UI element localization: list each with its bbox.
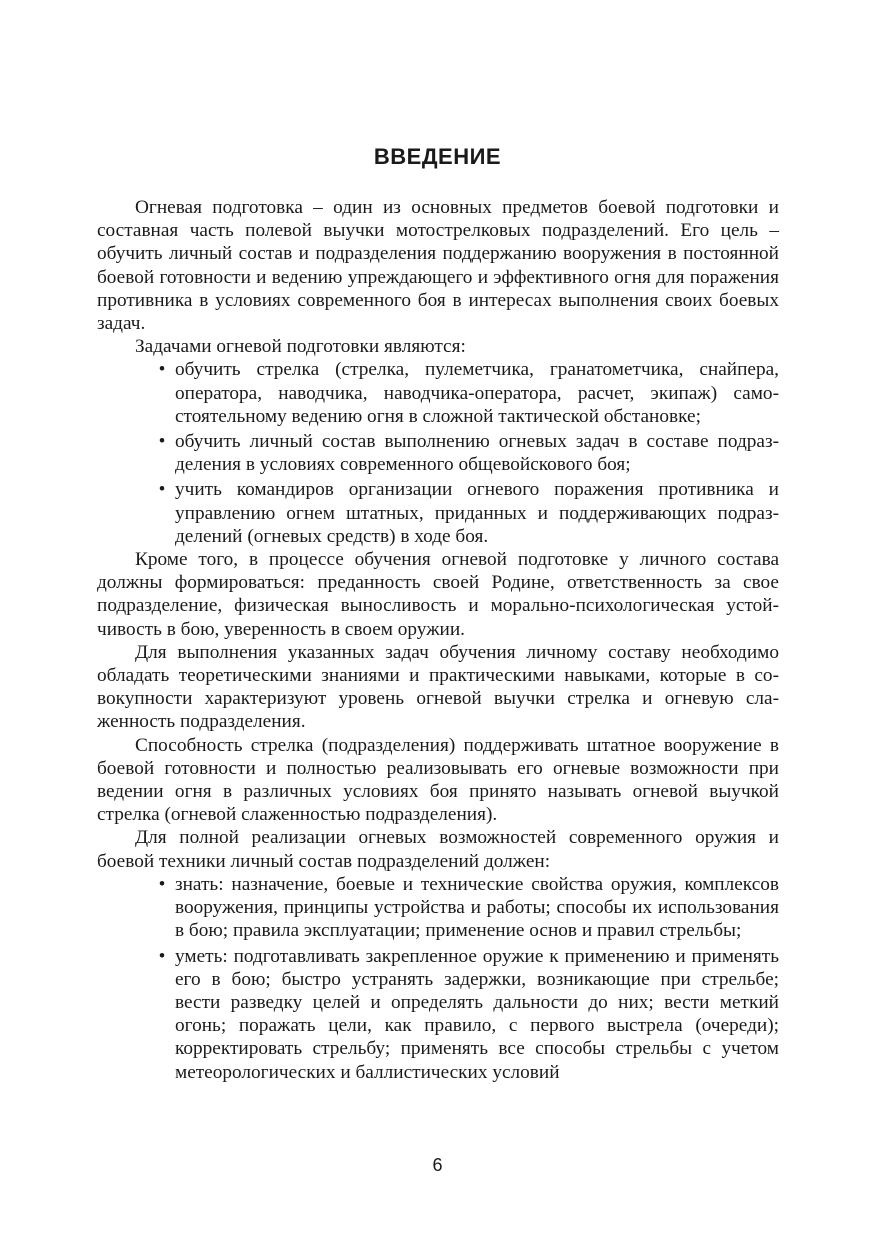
- bullet-icon: •: [158, 945, 166, 967]
- bullet-icon: •: [158, 873, 166, 895]
- list-item-text: обучить стрелка (стрелка, пулеметчика, гранатометчика, снайпера, оператора, наводчика, наводчика-оператора, расчет, экипаж) самостоятельному ведению огня в сложной тактической обстановке;: [175, 359, 779, 427]
- paragraph-tasks-heading: Задачами огневой подготовки являются:: [135, 336, 466, 358]
- page-title: ВВЕДЕНИЕ: [373, 144, 502, 169]
- list-item-text: учить командиров организации огневого поражения противника и управлению огнем штатных, приданных и поддерживающих подразделений (огневых средств) в ходе боя.: [175, 479, 779, 547]
- list-item: [97, 478, 779, 548]
- list-item: [97, 358, 779, 428]
- body-text: [97, 196, 779, 1084]
- paragraph-requirements-heading: Для полной реализации огневых возможностей современного оружия и боевой техники личный состав подразделений должен:: [97, 827, 779, 872]
- paragraph-intro: Огневая подготовка – один из основных предметов боевой подготовки и составная часть полевой выучки мотострелковых подразделений. Его цель – обучить личный состав и подразделения поддержанию вооружения в постоянной боевой готовности и ведению упреждающего и эффективного огня для поражения противника в условиях современного боя в интересах выполнения своих боевых задач.: [97, 197, 779, 335]
- list-item-text: обучить личный состав выполнению огневых задач в составе подразделения в условиях современного общевойскового боя;: [175, 431, 779, 476]
- list-item: [97, 873, 779, 943]
- bullet-icon: •: [158, 431, 166, 453]
- paragraph-fire-training-definition: Способность стрелка (подразделения) поддерживать штатное вооружение в боевой готовности и полностью реализовывать его огневые возможности при ведении огня в различных условиях боя принято называть огневой выучкой стрелка (огневой слаженностью подразделения).: [97, 734, 779, 826]
- bullet-icon: •: [158, 479, 166, 501]
- page-number: 6: [432, 1155, 443, 1175]
- tasks-list: [97, 358, 779, 548]
- requirements-list: [97, 873, 779, 1084]
- list-item-text: уметь: подготавливать закрепленное оружие к применению и применять его в бою; быстро устранять задержки, возникающие при стрельбе; вести разведку целей и определять дальности до них; вести меткий огонь; поражать цели, как правило, с первого выстрела (очереди); корректировать стрельбу; применять все способы стрельбы с учетом метеорологических и баллистических условий: [175, 945, 779, 1083]
- bullet-icon: •: [158, 359, 166, 381]
- paragraph-knowledge-skills: Для выполнения указанных задач обучения личному составу необходимо обладать теоретическими знаниями и практическими навыками, которые в совокупности характеризуют уровень огневой выучки стрелка и огневую слаженность подразделения.: [97, 641, 779, 733]
- list-item: [97, 945, 779, 1084]
- list-item-text: знать: назначение, боевые и технические свойства оружия, комплексов вооружения, принципы устройства и работы; способы их использования в бою; правила эксплуатации; применение основ и правил стрельбы;: [175, 873, 779, 942]
- list-item: [97, 430, 779, 476]
- paragraph-moral-qualities: Кроме того, в процессе обучения огневой подготовке у личного состава должны формироваться: преданность своей Родине, ответственность за свое подразделение, физическая выносливость и морально-психологическая устойчивость в бою, уверенность в своем оружии.: [97, 549, 779, 640]
